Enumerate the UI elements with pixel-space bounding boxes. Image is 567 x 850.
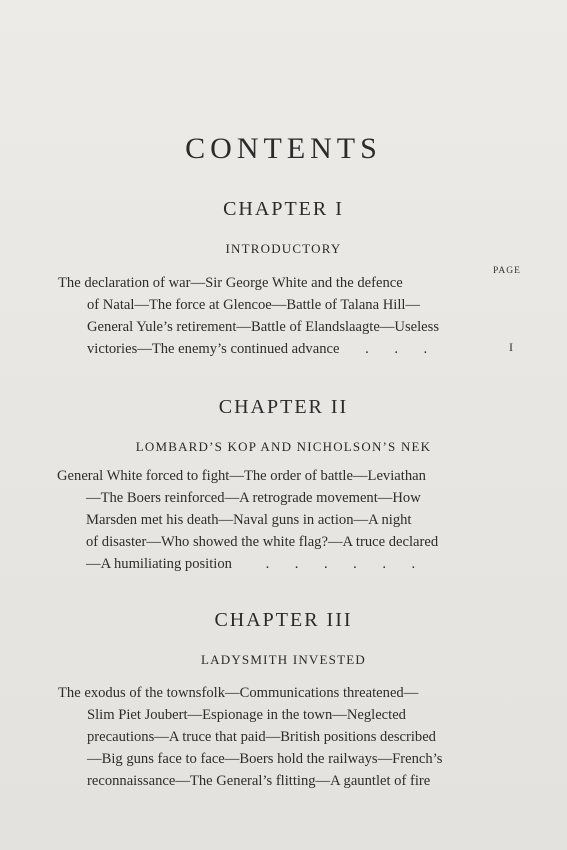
summary-line [87, 338, 528, 360]
chapter-1-subtitle: INTRODUCTORY [225, 241, 342, 256]
leader-dots: . . . . . . [265, 556, 416, 572]
chapter-3-subtitle: LADYSMITH INVESTED [201, 652, 366, 667]
summary-line: Slim Piet Joubert—Espionage in the town—Neglected [87, 707, 406, 723]
chapter-2-heading: CHAPTER II [218, 396, 349, 418]
summary-line: The declaration of war—Sir George White and the defence [58, 275, 403, 291]
summary-line-text: —A humiliating position [86, 556, 232, 572]
summary-line: Marsden met his death—Naval guns in action—A night [86, 512, 412, 528]
summary-line: of Natal—The force at Glencoe—Battle of Talana Hill— [87, 297, 421, 313]
chapter-1-summary [58, 272, 528, 360]
chapter-1-heading: CHAPTER I [223, 198, 344, 220]
page-column-label: PAGE [493, 266, 521, 276]
leader-dots: . . . [365, 341, 428, 357]
summary-line: General White forced to fight—The order of battle—Leviathan [57, 468, 426, 484]
contents-title: CONTENTS [185, 132, 382, 165]
summary-line: reconnaissance—The General’s flitting—A gauntlet of fire [87, 773, 431, 789]
summary-line [86, 553, 537, 575]
summary-line: —Big guns face to face—Boers hold the railways—French’s [87, 751, 443, 767]
chapter-2-subtitle: LOMBARD’S KOP AND NICHOLSON’S NEK [135, 439, 432, 454]
summary-line: —The Boers reinforced—A retrograde movement—How [86, 490, 421, 506]
summary-line: of disaster—Who showed the white flag?—A truce declared [86, 534, 439, 550]
chapter-3-summary [58, 682, 538, 792]
summary-line: precautions—A truce that paid—British positions described [87, 729, 436, 745]
chapter-3-heading: CHAPTER III [214, 609, 353, 631]
chapter-1-page-number: I [509, 340, 513, 354]
summary-line-text: victories—The enemy’s continued advance [87, 341, 340, 357]
summary-line: The exodus of the townsfolk—Communications threatened— [58, 685, 419, 701]
chapter-2-summary [57, 465, 537, 575]
summary-line: General Yule’s retirement—Battle of Elandslaagte—Useless [87, 319, 440, 335]
